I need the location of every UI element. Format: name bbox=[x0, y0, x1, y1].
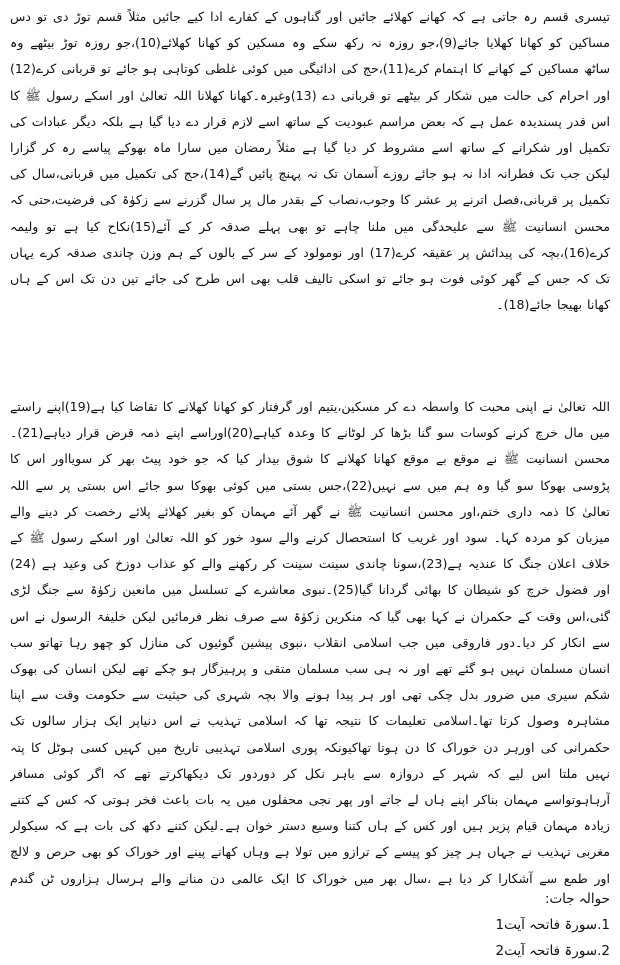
paragraph-spacer bbox=[10, 366, 610, 394]
reference-item: 1.سورۃ فاتحہ آیت1 bbox=[495, 917, 610, 933]
references-heading: حوالہ جات: bbox=[544, 891, 610, 907]
article-paragraph-2: اللہ تعالیٰ نے اپنی محبت کا واسطہ دے کر مسکین،یتیم اور گرفتار کو کھانا کھلانے کا تقاضا کیا ہے(19)اپنے راستے میں مال خرچ کرنے کوسات سو گنا بڑھا کر لوٹانے کا وعدہ کیاہے(20)اوراسے اپنے ذمہ قرض قرار دیاہے(21)۔محسن انسانیت ﷺ نے موقع بے موقع کھانا کھلانے کا شوق بیدار کیا کہ جو خود پیٹ بھر کر سویااور اس کا پڑوسی بھوکا سو گیا وہ ہم میں سے نہیں(22)،جس بستی میں کوئی بھوکا سو جائے اس بستی پر سے اللہ تعالیٰ کا ذمہ داری ختم،اور محسن انسانیت ﷺ نے گھر آئے مہمان کو بغیر کھلائے پلائے رخصت کر دینے والے میزبان کو مردہ کہا۔ سود اور غریب کا استحصال کرنے والے سود خور کو اللہ تعالیٰ اور اسکے رسول ﷺ کے خلاف اعلان جنگ کا عندیہ ہے(23)،سونا چاندی سینت سینت کر رکھنے والے کو عذاب دوزخ کی وعید ہے (24) اور فضول خرچ کو شیطان کا بھائی گردانا گیا(25)۔نبوی معاشرے کے تسلسل میں مانعین زکوٰۃ سے جنگ لڑی گئی،اس وقت کے حکمران نے کہا بھی گیا کہ منکرین زکوٰۃ سے صرف نظر فرمائیں لیکن خلیفۃ الرسول نے اس سے انکار کر دیا۔دور فاروقی میں جب اسلامی انقلاب ،نبوی پیشین گوئیوں کی منازل کو چھو رہا تھاتو سب انسان مسلمان نہیں ہو گئے تھے اور نہ ہی سب مسلمان متقی و پرہیزگار ہو چکے تھے لیکن انسان کی بھوک شکم سیری میں ضرور بدل چکی تھی اور ہر پیدا ہونے والا بچہ شہری کی حیثیت سے حکومت وقت سے اپنا مشاہرہ وصول کرتا تھا۔اسلامی تعلیمات کا نتیجہ تھا کہ اسلامی تہذیب نے اس دنیاپر ایک ہزار سالوں تک حکمرانی کی اورہر دن خوراک کا دن ہوتا تھاکیونکہ پوری اسلامی تہذیبی تاریخ میں کہیں کسی ہوٹل کا پتہ نہیں ملتا اس لیے کہ شہر کے دروازہ سے باہر نکل کر دوردور تک دیکھاکرتے تھے کہ اگر کوئی مسافر آرہاہوتواسے مہمان بناکر اپنے ہاں لے جاتے اور پھر نجی محفلوں میں یہ بات باعث فخر ہوتی کہ کس کے کتنے زیادہ مہمان قیام پزیر ہیں اور کس کے ہاں کتنا وسیع دستر خوان ہے۔لیکن کتنے دکھ کی بات ہے کہ سیکولر مغربی تہذیب نے جہاں ہر چیز کو پیسے کے ترازو میں تولا ہے وہاں کھانے پینے اور خوراک کو بھی حرص و لالچ اور طمع سے آشکارا کر دیا ہے ،سال بھر میں خوراک کا ایک عالمی دن منانے والے ہرسال ہزاروں ٹن گندم bbox=[10, 399, 610, 886]
reference-item: 2.سورۃ فاتحہ آیت2 bbox=[495, 943, 610, 959]
article-paragraph-1: تیسری قسم رہ جاتی ہے کہ کھانے کھلائے جائیں اور گناہوں کے کفارے ادا کیے جائیں مثلاً قسم توڑ دی تو دس مساکین کو کھانا کھلایا جائے(9)،جو روزہ نہ رکھ سکے وہ مسکین کو کھانا کھلائے(10)،جو روزہ توڑ بیٹھے وہ ساٹھ مساکین کے کھانے کا اہتمام کرے(11)،حج کی ادائیگی میں کوئی غلطی کوتاہی ہو جائے تو قربانی کرے(12) اور احرام کی حالت میں شکار کر بیٹھے تو قربانی دے (13)وغیرہ۔کھانا کھلانا اللہ تعالیٰ اور اسکے رسول ﷺ کا اس قدر پسندیدہ عمل ہے کہ بعض مراسم عبودیت کے ساتھ اسے لازم قرار دے دیا گیا ہے بلکہ دیگر عبادات کی تکمیل اور شکرانے کے ساتھ اسے مشروط کر دیا گیا ہے مثلاً رمضان میں سارا ماہ بھوکے پیاسے رہ کر گزارا لیکن جب تک فطرانہ ادا نہ ہو جائے روزے آسمان تک نہ پہنچ پائیں گے(14)،حج کی تکمیل میں قربانی،سال کی تکمیل پر قربانی،فصل اترنے پر عشر کا وجوب،نصاب کے بقدر مال پر سال گزرنے سے زکوٰۃ کی فرضیت،حتی کہ محسن انسانیت ﷺ سے علیحدگی میں ملنا چاہے تو بھی پہلے صدقہ کر کے آئے(15)نکاح کیا ہے تو ولیمہ کرے(16)،بچہ کی پیدائش پر عقیقہ کرے(17) اور نومولود کے سر کے بالوں کے ہم وزن چاندی صدقہ کرے یہاں تک کہ جس کے گھر کوئی فوت ہو جائے تو اسکی تالیف قلب بھی اس طرح کی جائے تین دن تک اس کے ہاں کھانا بھیجا جائے(18)۔ bbox=[10, 9, 610, 313]
references-list bbox=[10, 912, 610, 964]
